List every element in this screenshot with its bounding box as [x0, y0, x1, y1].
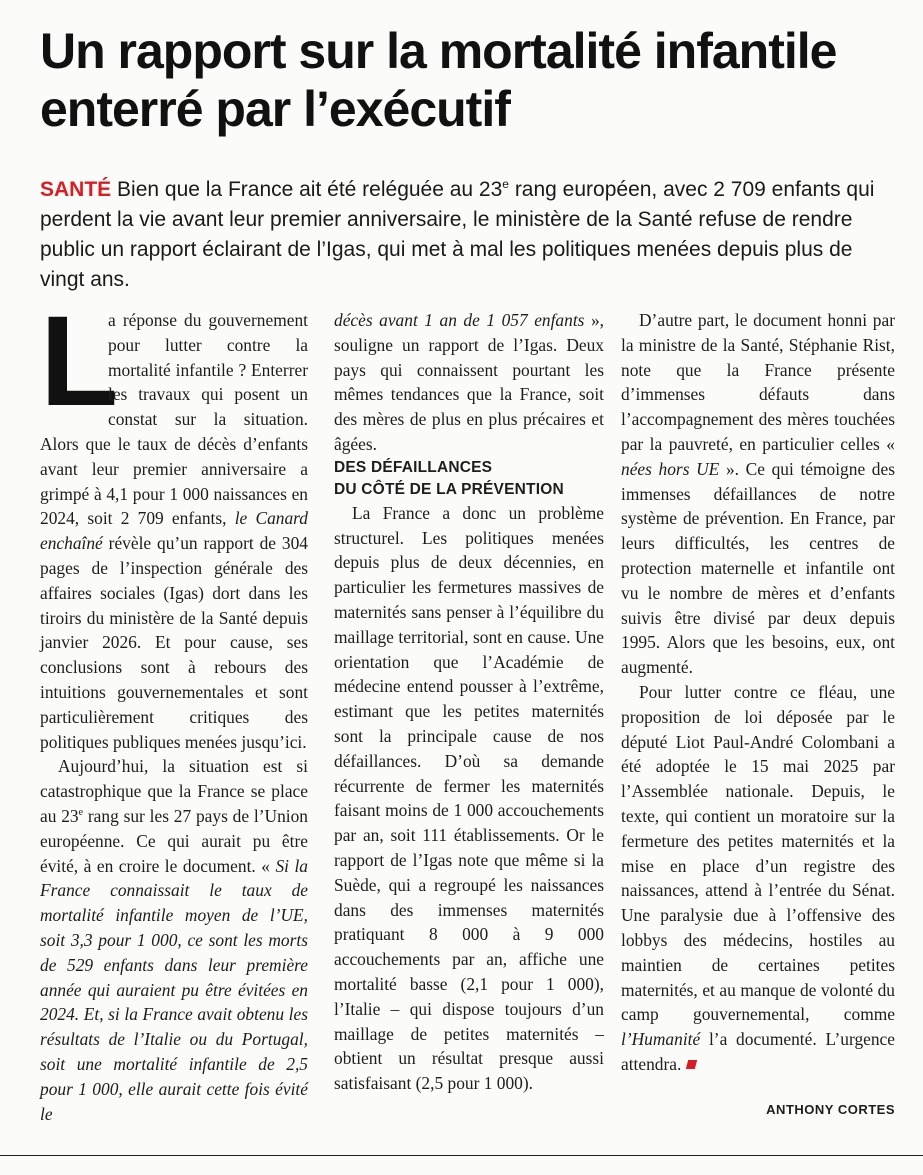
- end-mark-icon: [686, 1060, 697, 1069]
- lead-ordinal: e: [502, 177, 509, 191]
- paragraph-text: rang sur les 27 pays de l’Union européenne. Ce qui aurait pu être évité, à en croire le document. «: [40, 805, 308, 876]
- drop-cap: L: [40, 290, 119, 433]
- paragraph-2: [40, 754, 308, 1126]
- publication-name: l’Humanité: [621, 1029, 701, 1050]
- lead-text-1: Bien que la France ait été reléguée au 23: [111, 178, 503, 201]
- section-kicker: SANTÉ: [40, 178, 112, 201]
- bottom-divider: [0, 1155, 923, 1156]
- paragraph-text: Aujourd’hui, la situation est si catastrophique que la France se place au 23: [40, 756, 308, 826]
- quote-text: décès avant 1 an de 1 057 enfants: [334, 310, 585, 330]
- paragraph-5: [621, 308, 895, 680]
- paragraph-4: La France a donc un problème structurel. Les politiques menées depuis plus de deux décennies, en particulier les fermetures massives de maternités sans penser à l’équilibre du maillage territorial, sont en cause. Une orientation que l’Académie de médecine entend pousser à l’extrême, estimant que les petites maternités sont la principale cause de nos défaillances. D’où sa demande récurrente de fermer les maternités faisant moins de 1 000 accouchements par an, soit 111 établissements. Or le rapport de l’Igas note que même si la Suède, qui a regroupé les naissances dans des immenses maternités pratiquant 8 000 à 9 000 accouchements par an, affiche une mortalité basse (2,1 pour 1 000), l’Italie – qui dispose toujours d’un maillage de petites maternités – obtient un résultat presque aussi satisfaisant (2,5 pour 1 000).: [334, 502, 604, 1094]
- paragraph-text: Pour lutter contre ce fléau, une proposition de loi déposée par le député Liot Paul-André Colombani a été adoptée le 15 mai 2025 par l’Assemblée nationale. Depuis, le texte, qui contient un moratoire sur la fermeture des petites maternités et la mise en place d’un registre des naissances, attend à l’entrée du Sénat. Une paralysie due à l’offensive des lobbys des médecins, hostiles au maintien de certaines petites maternités, et au manque de volonté du camp gouvernemental, comme: [621, 681, 895, 1025]
- subheading: [334, 457, 604, 501]
- paragraph-text: ». Ce qui témoigne des immenses défaillances de notre système de prévention. En France, par leurs difficultés, les centres de protection maternelle et infantile ont vu le nombre de mères et d’enfants suivis être divisé par deux depuis 1995. Alors que les besoins, eux, ont augmenté.: [621, 458, 895, 678]
- quote-text: Si la France connaissait le taux de mortalité infantile moyen de l’UE, soit 3,3 pour 1 000, ce sont les morts de 529 enfants dans leur première année qui auraient pu être évitées en 2024. Et, si la France avait obtenu les résultats de l’Italie ou du Portugal, soit une mortalité infantile de 2,5 pour 1 000, elle aurait cette fois évité le: [40, 855, 308, 1124]
- ordinal: e: [78, 807, 84, 819]
- lead-text-2: rang européen, avec 2 709 enfants qui perdent la vie avant leur premier anniversaire, le ministère de la Santé refuse de rendre public un rapport éclairant de l’Igas, qui met à mal les politiques menées depuis plus de vingt ans.: [40, 178, 875, 291]
- paragraph-3: [334, 308, 604, 457]
- article-lead: [40, 175, 900, 295]
- paragraph-text: révèle qu’un rapport de 304 pages de l’inspection générale des affaires sociales (Igas) dort dans les tiroirs du ministère de la Santé depuis janvier 2026. Et pour cause, ses conclusions sont à rebours des intuitions gouvernementales et sont particulièrement critiques des politiques publiques menées jusqu’ici.: [40, 533, 308, 752]
- subheading-line-1: DES DÉFAILLANCES: [334, 458, 493, 476]
- author-signature: ANTHONY CORTES: [766, 1102, 895, 1117]
- paragraph-text: », souligne un rapport de l’Igas. Deux pays qui connaissent pourtant les mêmes tendances que la France, soit des mères de plus en plus précaires et âgées.: [334, 310, 605, 454]
- publication-name: le Canard enchaîné: [40, 508, 308, 554]
- paragraph-text: l’a documenté. L’urgence attendra.: [621, 1029, 895, 1074]
- article-column-1: [40, 290, 308, 1126]
- article-column-3: [621, 308, 895, 1077]
- article-title: Un rapport sur la mortalité infantile enterré par l’exécutif: [40, 23, 837, 137]
- paragraph-1: [40, 290, 308, 754]
- paragraph-text: a réponse du gouvernement pour lutter contre la mortalité infantile ? Enterrer les travaux qui posent un constat sur la situation. Alors que le taux de décès d’enfants avant leur premier anniversaire a grimpé à 4,1 pour 1 000 naissances en 2024, soit 2 709 enfants,: [40, 310, 308, 529]
- subheading-line-2: DU CÔTÉ DE LA PRÉVENTION: [334, 480, 564, 498]
- paragraph-text: D’autre part, le document honni par la ministre de la Santé, Stéphanie Rist, note que la France présente d’immenses défauts dans l’accompagnement des mères touchées par la pauvreté, en particulier celles «: [621, 310, 895, 454]
- paragraph-6: [621, 680, 895, 1077]
- quote-text: nées hors UE: [621, 458, 720, 479]
- article-column-2: [334, 308, 604, 1096]
